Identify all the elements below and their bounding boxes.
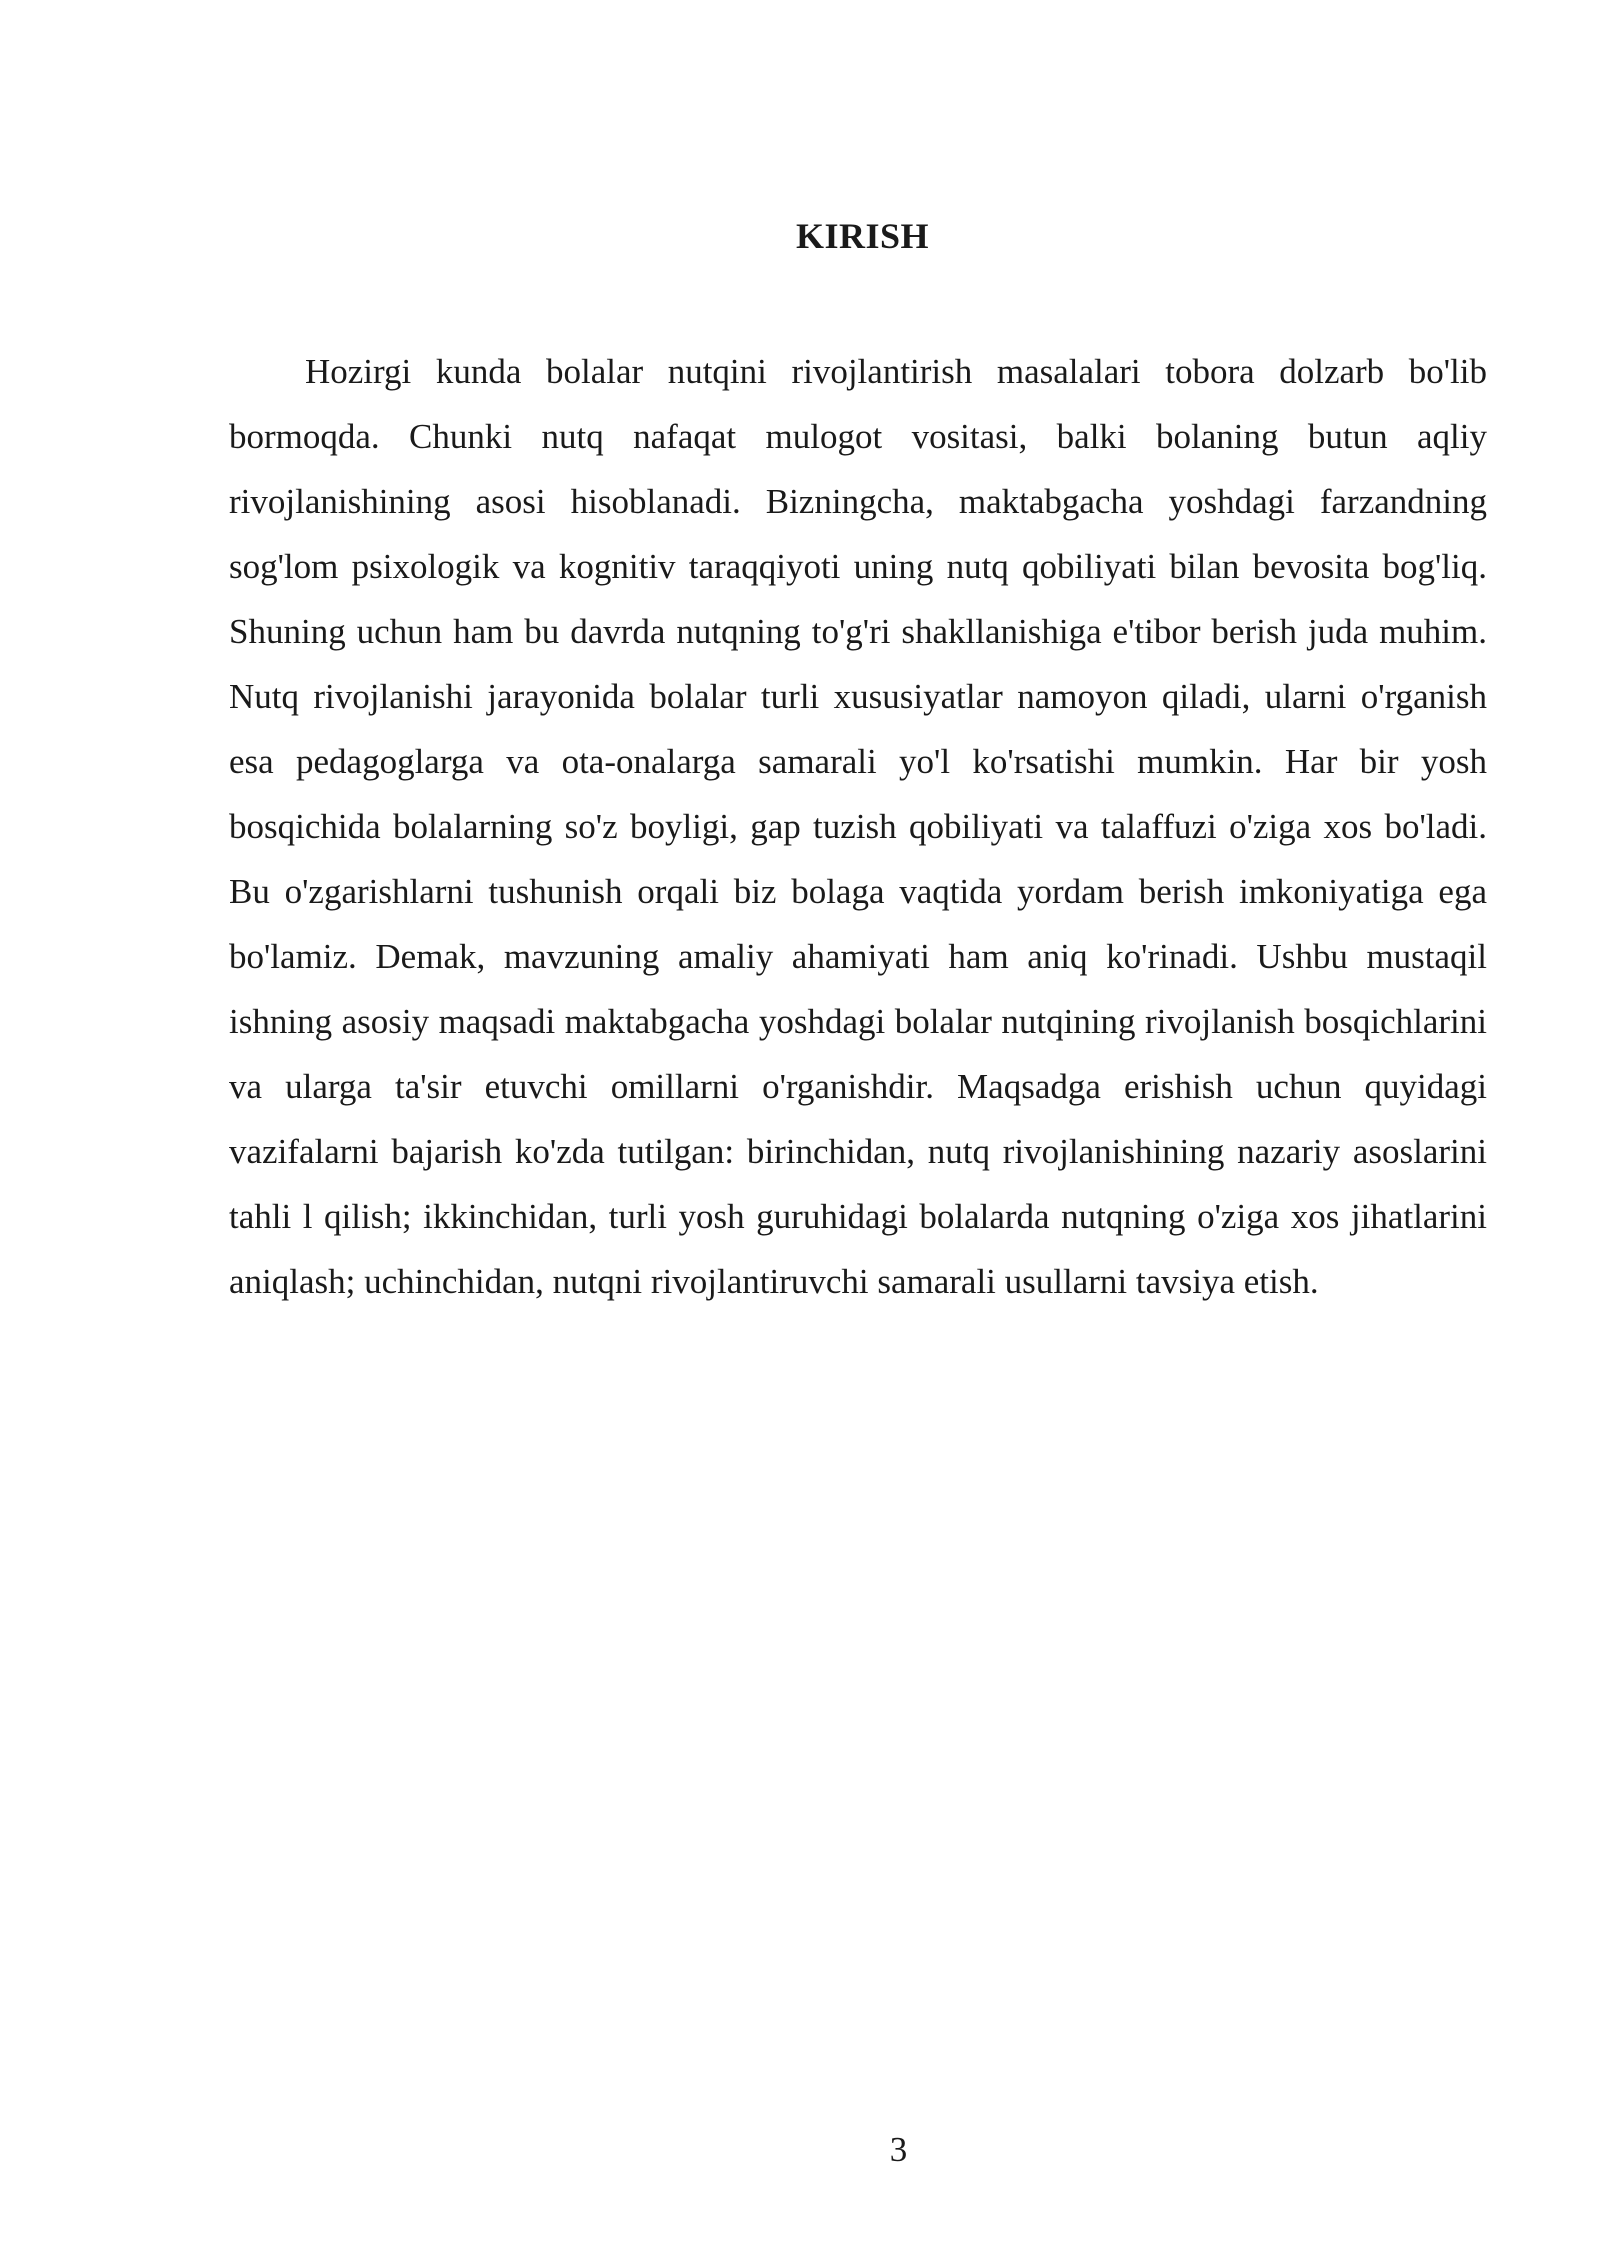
page-title: KIRISH — [795, 216, 930, 256]
body-paragraph: Hozirgi kunda bolalar nutqini rivojlantirish masalalari tobora dolzarb bo'lib bormoqda. Chunki nutq nafaqat mulogot vositasi, balki bolaning butun aqliy rivojlanishining asosi hisoblanadi. Bizningcha, maktabgacha yoshdagi farzandning sog'lom psixologik va kognitiv taraqqiyoti uning nutq qobiliyati bilan bevosita bog'liq. Shuning uchun ham bu davrda nutqning to'g'ri shakllanishiga e'tibor berish juda muhim. Nutq rivojlanishi jarayonida bolalar turli xususiyatlar namoyon qiladi, ularni o'rganish esa pedagoglarga va ota-onalarga samarali yo'l ko'rsatishi mumkin. Har bir yosh bosqichida bolalarning so'z boyligi, gap tuzish qobiliyati va talaffuzi o'ziga xos bo'ladi. Bu o'zgarishlarni tushunish orqali biz bolaga vaqtida yordam berish imkoniyatiga ega bo'lamiz. Demak, mavzuning amaliy ahamiyati ham aniq ko'rinadi. Ushbu mustaqil ishning asosiy maqsadi maktabgacha yoshdagi bolalar nutqining rivojlanish bosqichlarini va ularga ta'sir etuvchi omillarni o'rganishdir. Maqsadga erishish uchun quyidagi vazifalarni bajarish ko'zda tutilgan: birinchidan, nutq rivojlanishining nazariy asoslarini tahli l qilish; ikkinchidan, turli yosh guruhidagi bolalarda nutqning o'ziga xos jihatlarini aniqlash; uchinchidan, nutqni rivojlantiruvchi samarali usullarni tavsiya etish. — [229, 352, 1487, 1301]
page-number: 3 — [889, 2130, 908, 2169]
